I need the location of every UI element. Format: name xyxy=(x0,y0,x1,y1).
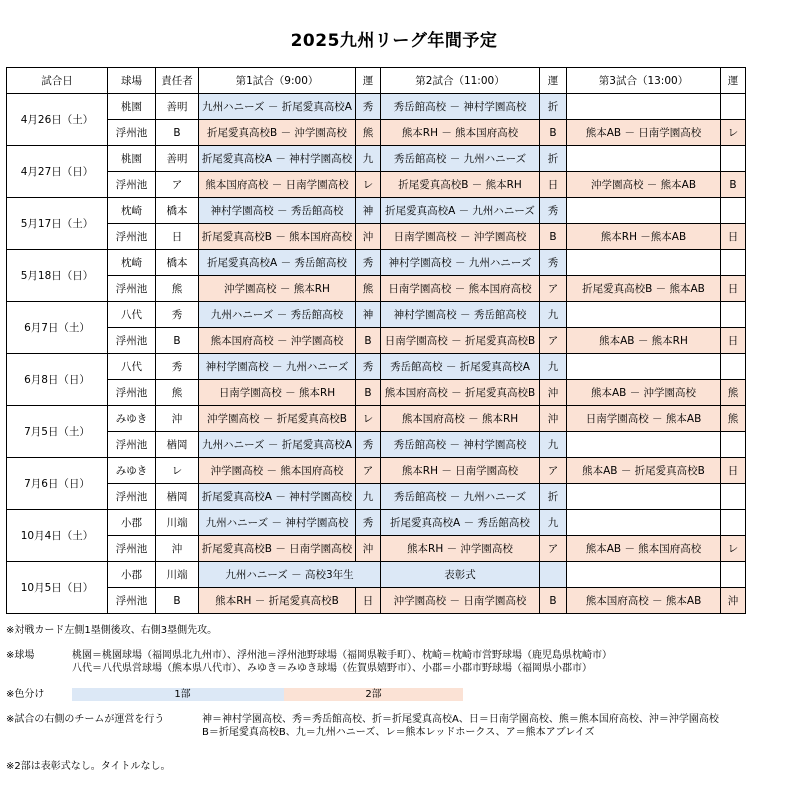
operator1-cell: 熊 xyxy=(356,120,381,146)
operator3-cell: 熊 xyxy=(721,406,746,432)
operator1-cell: 日 xyxy=(356,588,381,614)
person-cell: 沖 xyxy=(156,536,199,562)
date-cell: 6月7日（土） xyxy=(7,302,108,354)
operator3-cell: B xyxy=(721,172,746,198)
game2-cell: 熊本RH － 日南学園高校 xyxy=(381,458,540,484)
header-person: 責任者 xyxy=(156,68,199,94)
header-op1: 運 xyxy=(356,68,381,94)
game1-cell: 折尾愛真高校A － 秀岳館高校 xyxy=(199,250,356,276)
venue-cell: 浮州池 xyxy=(108,328,156,354)
venue-cell: 浮州池 xyxy=(108,380,156,406)
note-venue-line1: 桃園＝桃園球場（福岡県北九州市）、浮州池＝浮州池野球場（福岡県鞍手町）、枕崎＝枕崎市営野球場（鹿児島県枕崎市） xyxy=(72,650,612,661)
operator3-cell xyxy=(721,302,746,328)
operator3-cell xyxy=(721,510,746,536)
operator2-cell: ア xyxy=(540,328,567,354)
operator2-cell: 折 xyxy=(540,484,567,510)
game3-cell xyxy=(567,198,721,224)
game1-cell: 日南学園高校 － 熊本RH xyxy=(199,380,356,406)
operator2-cell: 折 xyxy=(540,94,567,120)
header-row xyxy=(7,68,746,94)
game2-cell: 表彰式 xyxy=(381,562,540,588)
operator3-cell: 日 xyxy=(721,458,746,484)
operator2-cell: B xyxy=(540,120,567,146)
note-venue-line2: 八代＝八代県営球場（熊本県八代市）、みゆき＝みゆき球場（佐賀県嬉野市）、小郡＝小郡市野球場（福岡県小郡市） xyxy=(72,663,592,674)
date-cell: 10月5日（日） xyxy=(7,562,108,614)
venue-cell: 浮州池 xyxy=(108,172,156,198)
venue-cell: 小郡 xyxy=(108,510,156,536)
game2-cell: 秀岳館高校 － 神村学園高校 xyxy=(381,432,540,458)
game2-cell: 熊本国府高校 － 折尾愛真高校B xyxy=(381,380,540,406)
person-cell: B xyxy=(156,588,199,614)
game1-cell: 九州ハニーズ － 神村学園高校 xyxy=(199,510,356,536)
operator1-cell: レ xyxy=(356,406,381,432)
game1-cell: 折尾愛真高校A － 神村学園高校 xyxy=(199,484,356,510)
date-cell: 5月17日（土） xyxy=(7,198,108,250)
operator2-cell: ア xyxy=(540,536,567,562)
table-row xyxy=(7,224,746,250)
person-cell: 善明 xyxy=(156,94,199,120)
operator2-cell: 九 xyxy=(540,354,567,380)
note-operation-label: ※試合の右側のチームが運営を行う xyxy=(6,714,165,725)
game3-cell xyxy=(567,354,721,380)
game2-cell: 秀岳館高校 － 折尾愛真高校A xyxy=(381,354,540,380)
table-row xyxy=(7,432,746,458)
game3-cell: 沖学園高校 － 熊本AB xyxy=(567,172,721,198)
operator2-cell xyxy=(540,562,567,588)
game2-cell: 日南学園高校 － 折尾愛真高校B xyxy=(381,328,540,354)
schedule-body xyxy=(7,94,746,614)
operator2-cell: 沖 xyxy=(540,406,567,432)
date-cell: 7月5日（土） xyxy=(7,406,108,458)
venue-cell: 小郡 xyxy=(108,562,156,588)
venue-cell: みゆき xyxy=(108,458,156,484)
game2-cell: 折尾愛真高校A － 秀岳館高校 xyxy=(381,510,540,536)
table-row xyxy=(7,536,746,562)
operator1-cell: 秀 xyxy=(356,432,381,458)
game1-cell: 九州ハニーズ － 秀岳館高校 xyxy=(199,302,356,328)
venue-cell: みゆき xyxy=(108,406,156,432)
page-title: 2025九州リーグ年間予定 xyxy=(290,31,498,51)
game2-cell: 沖学園高校 － 日南学園高校 xyxy=(381,588,540,614)
person-cell: 楢岡 xyxy=(156,484,199,510)
game3-cell xyxy=(567,250,721,276)
person-cell: 秀 xyxy=(156,354,199,380)
operator3-cell xyxy=(721,432,746,458)
game2-cell: 熊本RH － 熊本国府高校 xyxy=(381,120,540,146)
table-row xyxy=(7,354,746,380)
game3-cell xyxy=(567,510,721,536)
operator2-cell: 日 xyxy=(540,172,567,198)
operator2-cell: 九 xyxy=(540,302,567,328)
operator1-cell: 沖 xyxy=(356,536,381,562)
table-row xyxy=(7,458,746,484)
game3-cell xyxy=(567,146,721,172)
operator3-cell: レ xyxy=(721,536,746,562)
game2-cell: 日南学園高校 － 熊本国府高校 xyxy=(381,276,540,302)
game2-cell: 日南学園高校 － 沖学園高校 xyxy=(381,224,540,250)
table-row xyxy=(7,562,746,588)
game1-cell: 九州ハニーズ － 折尾愛真高校A xyxy=(199,94,356,120)
header-game1: 第1試合（9:00） xyxy=(199,68,356,94)
game1-cell: 折尾愛真高校B － 日南学園高校 xyxy=(199,536,356,562)
game2-cell: 秀岳館高校 － 九州ハニーズ xyxy=(381,146,540,172)
game2-cell: 神村学園高校 － 九州ハニーズ xyxy=(381,250,540,276)
note-operation-line1: 神＝神村学園高校、秀＝秀岳館高校、折＝折尾愛真高校A、日＝日南学園高校、熊＝熊本国府高校、沖＝沖学園高校 xyxy=(202,714,719,725)
operator1-cell: 秀 xyxy=(356,354,381,380)
legend-division1: 1部 xyxy=(72,688,293,701)
person-cell: 沖 xyxy=(156,406,199,432)
note-division2: ※2部は表彰式なし。タイトルなし。 xyxy=(6,761,171,772)
game3-cell xyxy=(567,562,721,588)
date-cell: 5月18日（日） xyxy=(7,250,108,302)
venue-cell: 桃園 xyxy=(108,94,156,120)
header-date: 試合日 xyxy=(7,68,108,94)
operator2-cell: B xyxy=(540,588,567,614)
operator2-cell: B xyxy=(540,224,567,250)
venue-cell: 枕崎 xyxy=(108,250,156,276)
operator1-cell: ア xyxy=(356,458,381,484)
operator2-cell: ア xyxy=(540,276,567,302)
game1-cell: 九州ハニーズ － 高校3年生 xyxy=(199,562,381,588)
operator1-cell: 熊 xyxy=(356,276,381,302)
game3-cell: 熊本AB － 沖学園高校 xyxy=(567,380,721,406)
note-color-label: ※色分け xyxy=(6,689,45,700)
game2-cell: 秀岳館高校 － 神村学園高校 xyxy=(381,94,540,120)
venue-cell: 浮州池 xyxy=(108,224,156,250)
table-row xyxy=(7,94,746,120)
operator1-cell: B xyxy=(356,328,381,354)
game1-cell: 熊本RH － 折尾愛真高校B xyxy=(199,588,356,614)
operator2-cell: 沖 xyxy=(540,380,567,406)
date-cell: 6月8日（日） xyxy=(7,354,108,406)
venue-cell: 桃園 xyxy=(108,146,156,172)
game1-cell: 沖学園高校 － 熊本RH xyxy=(199,276,356,302)
table-row xyxy=(7,198,746,224)
operator3-cell: 沖 xyxy=(721,588,746,614)
header-game2: 第2試合（11:00） xyxy=(381,68,540,94)
date-cell: 4月26日（土） xyxy=(7,94,108,146)
header-venue: 球場 xyxy=(108,68,156,94)
operator3-cell xyxy=(721,146,746,172)
operator1-cell: 秀 xyxy=(356,250,381,276)
game2-cell: 折尾愛真高校A － 九州ハニーズ xyxy=(381,198,540,224)
operator2-cell: ア xyxy=(540,458,567,484)
operator1-cell: レ xyxy=(356,172,381,198)
operator3-cell: 日 xyxy=(721,328,746,354)
game1-cell: 折尾愛真高校A － 神村学園高校 xyxy=(199,146,356,172)
venue-cell: 枕崎 xyxy=(108,198,156,224)
game2-cell: 秀岳館高校 － 九州ハニーズ xyxy=(381,484,540,510)
game1-cell: 熊本国府高校 － 日南学園高校 xyxy=(199,172,356,198)
person-cell: B xyxy=(156,120,199,146)
operator3-cell xyxy=(721,484,746,510)
game1-cell: 神村学園高校 － 秀岳館高校 xyxy=(199,198,356,224)
game3-cell: 日南学園高校 － 熊本AB xyxy=(567,406,721,432)
operator3-cell xyxy=(721,94,746,120)
game2-cell: 折尾愛真高校B － 熊本RH xyxy=(381,172,540,198)
operator1-cell: B xyxy=(356,380,381,406)
person-cell: 川端 xyxy=(156,510,199,536)
table-row xyxy=(7,406,746,432)
person-cell: 橋本 xyxy=(156,250,199,276)
person-cell: 熊 xyxy=(156,380,199,406)
table-row xyxy=(7,276,746,302)
operator3-cell: 日 xyxy=(721,276,746,302)
game2-cell: 熊本RH － 沖学園高校 xyxy=(381,536,540,562)
operator3-cell xyxy=(721,354,746,380)
game3-cell xyxy=(567,302,721,328)
operator2-cell: 九 xyxy=(540,510,567,536)
operator1-cell: 神 xyxy=(356,302,381,328)
note-venue-label: ※球場 xyxy=(6,650,35,661)
operator2-cell: 九 xyxy=(540,432,567,458)
game3-cell: 熊本国府高校 － 熊本AB xyxy=(567,588,721,614)
game3-cell xyxy=(567,432,721,458)
operator2-cell: 秀 xyxy=(540,198,567,224)
game1-cell: 折尾愛真高校B － 沖学園高校 xyxy=(199,120,356,146)
game2-cell: 神村学園高校 － 秀岳館高校 xyxy=(381,302,540,328)
game1-cell: 神村学園高校 － 九州ハニーズ xyxy=(199,354,356,380)
note-operation-line2: B＝折尾愛真高校B、九＝九州ハニーズ、レ＝熊本レッドホークス、ア＝熊本アブレイズ xyxy=(202,727,595,738)
operator1-cell: 沖 xyxy=(356,224,381,250)
venue-cell: 八代 xyxy=(108,354,156,380)
person-cell: 秀 xyxy=(156,302,199,328)
game1-cell: 折尾愛真高校B － 熊本国府高校 xyxy=(199,224,356,250)
venue-cell: 八代 xyxy=(108,302,156,328)
table-row xyxy=(7,172,746,198)
game1-cell: 沖学園高校 － 折尾愛真高校B xyxy=(199,406,356,432)
operator1-cell: 秀 xyxy=(356,510,381,536)
person-cell: 川端 xyxy=(156,562,199,588)
game1-cell: 九州ハニーズ － 折尾愛真高校A xyxy=(199,432,356,458)
schedule-table xyxy=(6,67,746,614)
legend-division2: 2部 xyxy=(284,688,463,701)
table-row xyxy=(7,120,746,146)
operator1-cell: 神 xyxy=(356,198,381,224)
person-cell: 熊 xyxy=(156,276,199,302)
game3-cell: 熊本AB － 日南学園高校 xyxy=(567,120,721,146)
operator2-cell: 折 xyxy=(540,146,567,172)
operator3-cell xyxy=(721,198,746,224)
operator3-cell: レ xyxy=(721,120,746,146)
person-cell: 橋本 xyxy=(156,198,199,224)
operator3-cell: 日 xyxy=(721,224,746,250)
table-row xyxy=(7,380,746,406)
game3-cell xyxy=(567,94,721,120)
operator3-cell xyxy=(721,562,746,588)
table-row xyxy=(7,146,746,172)
operator1-cell: 秀 xyxy=(356,94,381,120)
game3-cell xyxy=(567,484,721,510)
person-cell: 日 xyxy=(156,224,199,250)
operator1-cell: 九 xyxy=(356,484,381,510)
person-cell: ア xyxy=(156,172,199,198)
operator2-cell: 秀 xyxy=(540,250,567,276)
game3-cell: 熊本AB － 熊本国府高校 xyxy=(567,536,721,562)
venue-cell: 浮州池 xyxy=(108,276,156,302)
game3-cell: 熊本AB － 折尾愛真高校B xyxy=(567,458,721,484)
note-card-sides: ※対戦カード左側1塁側後攻、右側3塁側先攻。 xyxy=(6,625,218,636)
operator1-cell: 九 xyxy=(356,146,381,172)
game3-cell: 熊本AB － 熊本RH xyxy=(567,328,721,354)
operator3-cell: 熊 xyxy=(721,380,746,406)
operator3-cell xyxy=(721,250,746,276)
venue-cell: 浮州池 xyxy=(108,432,156,458)
person-cell: 楢岡 xyxy=(156,432,199,458)
header-op3: 運 xyxy=(721,68,746,94)
date-cell: 7月6日（日） xyxy=(7,458,108,510)
date-cell: 4月27日（日） xyxy=(7,146,108,198)
game2-cell: 熊本国府高校 － 熊本RH xyxy=(381,406,540,432)
person-cell: B xyxy=(156,328,199,354)
venue-cell: 浮州池 xyxy=(108,484,156,510)
table-row xyxy=(7,484,746,510)
person-cell: レ xyxy=(156,458,199,484)
header-op2: 運 xyxy=(540,68,567,94)
venue-cell: 浮州池 xyxy=(108,120,156,146)
game3-cell: 熊本RH －熊本AB xyxy=(567,224,721,250)
header-game3: 第3試合（13:00） xyxy=(567,68,721,94)
venue-cell: 浮州池 xyxy=(108,536,156,562)
game1-cell: 沖学園高校 － 熊本国府高校 xyxy=(199,458,356,484)
venue-cell: 浮州池 xyxy=(108,588,156,614)
table-row xyxy=(7,588,746,614)
table-row xyxy=(7,302,746,328)
person-cell: 善明 xyxy=(156,146,199,172)
date-cell: 10月4日（土） xyxy=(7,510,108,562)
table-row xyxy=(7,250,746,276)
game3-cell: 折尾愛真高校B － 熊本AB xyxy=(567,276,721,302)
table-row xyxy=(7,328,746,354)
game1-cell: 熊本国府高校 － 沖学園高校 xyxy=(199,328,356,354)
table-row xyxy=(7,510,746,536)
